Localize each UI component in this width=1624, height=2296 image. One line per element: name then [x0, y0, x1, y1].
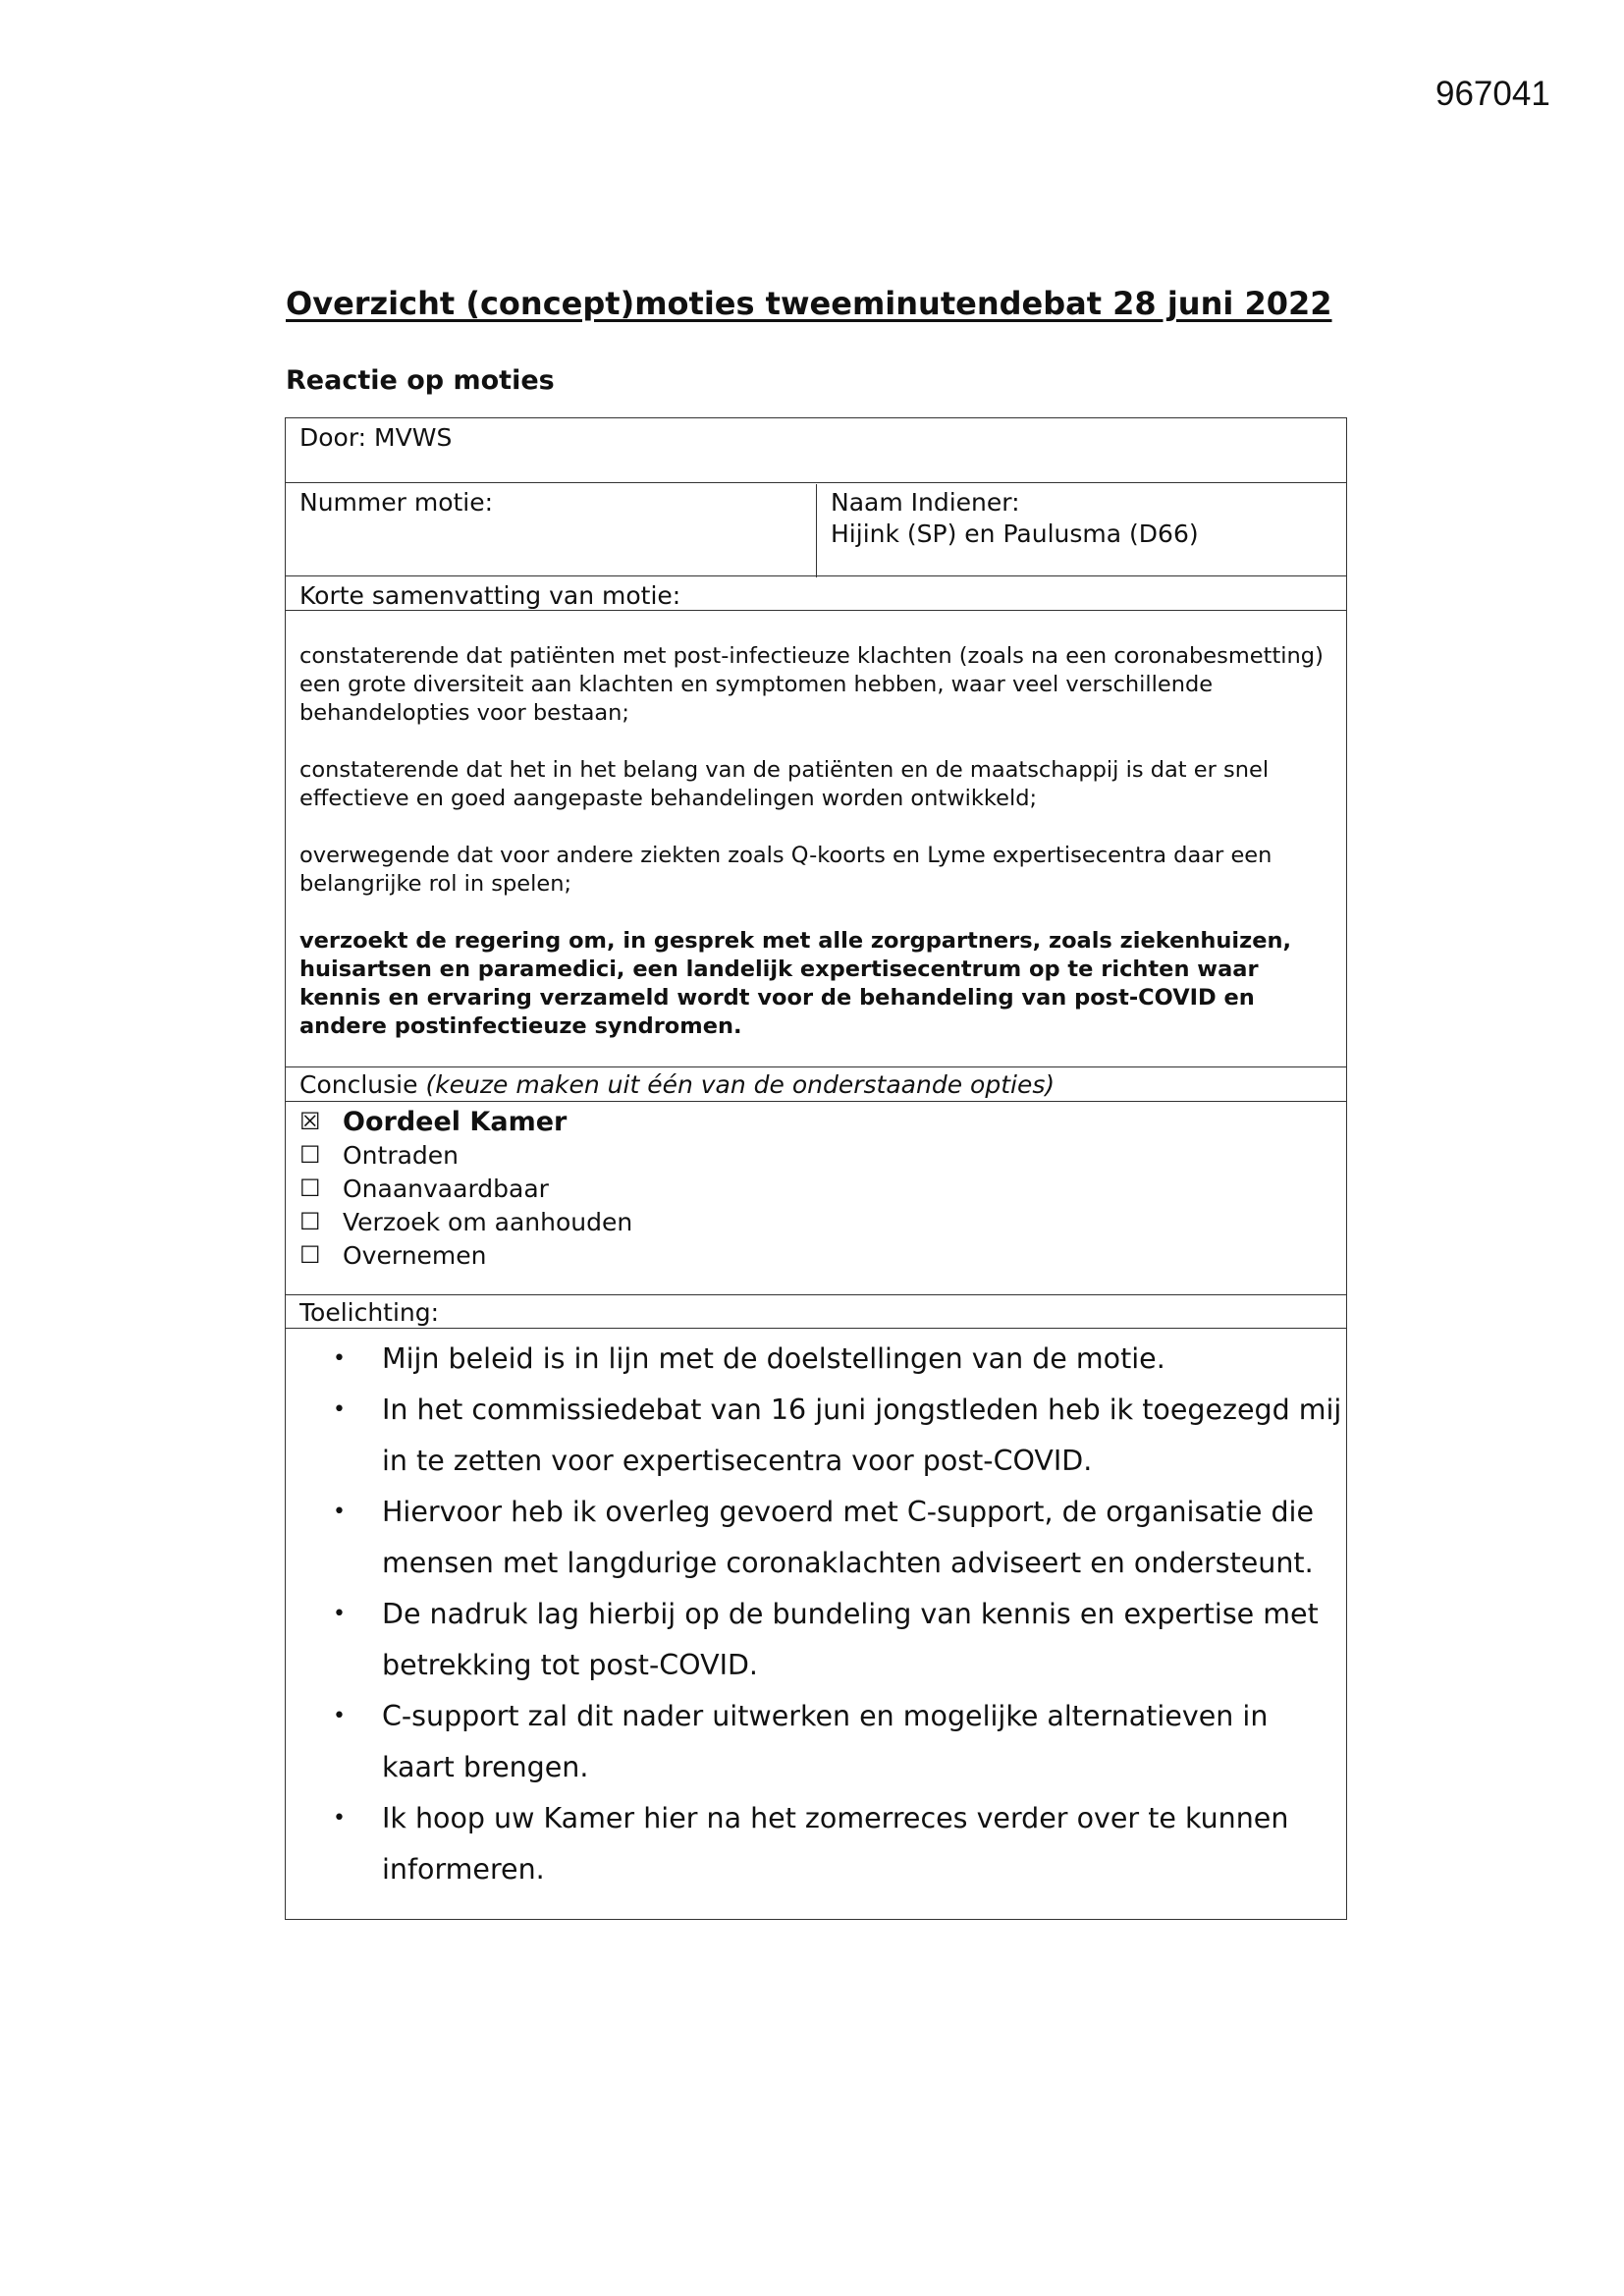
table-divider: [286, 1328, 1346, 1329]
bullet-icon: •: [333, 1602, 346, 1626]
bullet-icon: •: [333, 1346, 346, 1371]
table-divider: [286, 1294, 1346, 1295]
unchecked-box-icon[interactable]: ☐: [299, 1208, 321, 1235]
bullet-icon: •: [333, 1704, 346, 1728]
option-label: Overnemen: [343, 1240, 487, 1270]
table-divider: [286, 1101, 1346, 1102]
list-item-text: C-support zal dit nader uitwerken en mogelijke alternatieven in kaart brengen.: [382, 1700, 1269, 1783]
list-item-text: Hiervoor heb ik overleg gevoerd met C-support, de organisatie die mensen met langdurige coronaklachten adviseert en ondersteunt.: [382, 1496, 1315, 1579]
motion-table: [285, 417, 1347, 1920]
conclusion-options: [299, 1105, 632, 1272]
list-item: [333, 1334, 1344, 1385]
conclusie-hint: (keuze maken uit één van de onderstaande opties): [425, 1070, 1056, 1099]
list-item-text: Ik hoop uw Kamer hier na het zomerreces verder over te kunnen informeren.: [382, 1802, 1289, 1886]
option-ontraden[interactable]: [299, 1138, 632, 1172]
checked-box-icon[interactable]: ☒: [299, 1108, 321, 1135]
list-item: [333, 1589, 1344, 1691]
unchecked-box-icon[interactable]: ☐: [299, 1241, 321, 1269]
nummer-motie-label: Nummer motie:: [299, 488, 494, 517]
option-label: Verzoek om aanhouden: [343, 1207, 633, 1236]
page-title: Overzicht (concept)moties tweeminutendebat 28 juni 2022: [286, 285, 1332, 322]
option-label: Oordeel Kamer: [343, 1106, 568, 1137]
unchecked-box-icon[interactable]: ☐: [299, 1175, 321, 1202]
list-item: [333, 1487, 1344, 1589]
list-item: [333, 1793, 1344, 1895]
naam-indiener-label: Naam Indiener:: [831, 488, 1020, 517]
document-number: 967041: [1435, 75, 1550, 113]
list-item: [333, 1691, 1344, 1793]
bullet-icon: •: [333, 1806, 346, 1831]
toelichting-label: Toelichting:: [299, 1298, 440, 1327]
option-overnemen[interactable]: [299, 1238, 632, 1272]
samenvatting-label: Korte samenvatting van motie:: [299, 581, 681, 610]
option-verzoek-om-aanhouden[interactable]: [299, 1205, 632, 1238]
motion-summary: [299, 642, 1335, 1041]
section-heading: Reactie op moties: [286, 365, 555, 396]
bullet-icon: •: [333, 1397, 346, 1422]
toelichting-list: [333, 1334, 1344, 1895]
naam-indiener-value: Hijink (SP) en Paulusma (D66): [831, 519, 1199, 548]
summary-paragraph: constaterende dat het in het belang van de patiënten en de maatschappij is dat er snel effectieve en goed aangepaste behandelingen worden ontwikkeld;: [299, 757, 1270, 811]
list-item-text: Mijn beleid is in lijn met de doelstellingen van de motie.: [382, 1342, 1165, 1375]
summary-paragraph: constaterende dat patiënten met post-infectieuze klachten (zoals na een coronabesmetting) een grote diversiteit aan klachten en symptomen hebben, waar veel verschillende behandelopties voor bestaan;: [299, 643, 1324, 726]
table-column-divider: [816, 484, 817, 577]
conclusie-label: [299, 1069, 1055, 1101]
bullet-icon: •: [333, 1500, 346, 1524]
unchecked-box-icon[interactable]: ☐: [299, 1141, 321, 1169]
summary-request: verzoekt de regering om, in gesprek met alle zorgpartners, zoals ziekenhuizen, huisartsen en paramedici, een landelijk expertisecentrum op te richten waar kennis en ervaring verzameld wordt voor de behandeling van post-COVID en andere postinfectieuze syndromen.: [299, 928, 1292, 1039]
list-item-text: De nadruk lag hierbij op de bundeling van kennis en expertise met betrekking tot post-COVID.: [382, 1598, 1319, 1681]
list-item-text: In het commissiedebat van 16 juni jongstleden heb ik toegezegd mij in te zetten voor expertisecentra voor post-COVID.: [382, 1394, 1342, 1477]
option-label: Ontraden: [343, 1140, 460, 1170]
table-divider: [286, 1066, 1346, 1067]
list-item: [333, 1385, 1344, 1487]
conclusie-label-text: Conclusie: [299, 1070, 418, 1099]
option-oordeel-kamer[interactable]: [299, 1105, 632, 1138]
option-onaanvaardbaar[interactable]: [299, 1172, 632, 1205]
table-divider: [286, 482, 1346, 483]
door-cell: Door: MVWS: [299, 423, 453, 452]
option-label: Onaanvaardbaar: [343, 1174, 549, 1203]
summary-paragraph: overwegende dat voor andere ziekten zoals Q-koorts en Lyme expertisecentra daar een belangrijke rol in spelen;: [299, 843, 1272, 897]
